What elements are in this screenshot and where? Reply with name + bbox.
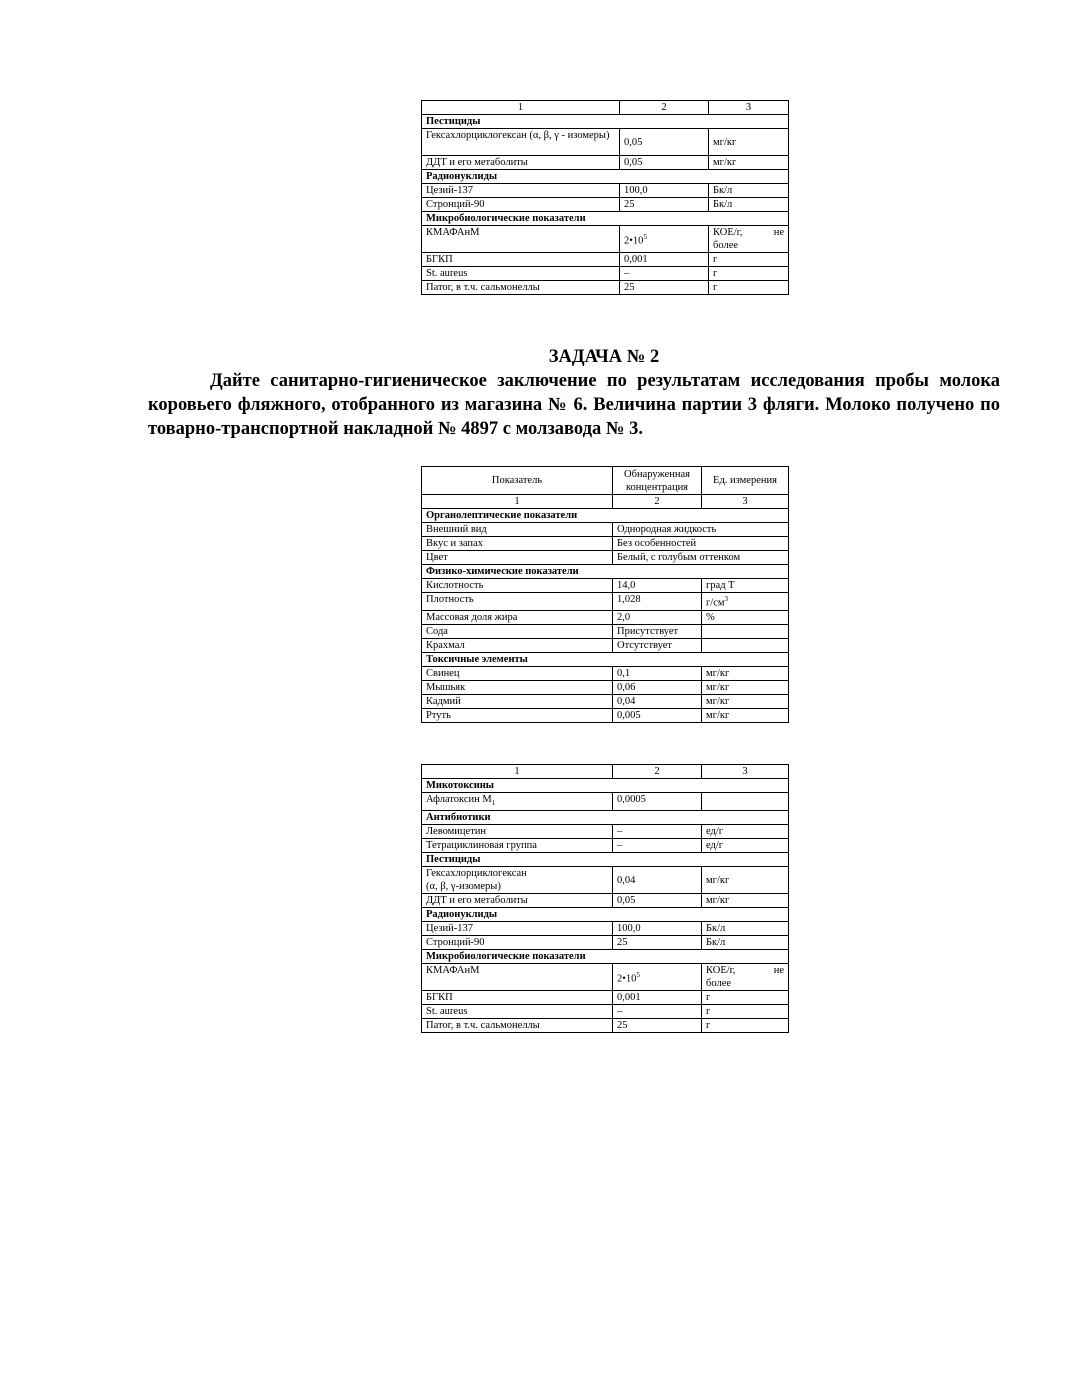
table-row [422, 708, 789, 722]
indicator-value: 0,04 [613, 867, 702, 894]
indicator-unit: г [709, 253, 789, 267]
section-row [422, 509, 789, 523]
indicator-value: $2•10^5$ [620, 226, 709, 253]
indicator-unit: г [702, 991, 789, 1005]
table-header-row [422, 495, 789, 509]
column-number: 2 [613, 495, 702, 509]
indicator-unit: КОЕ/г, не более [709, 226, 789, 253]
column-header-indicator: Показатель [422, 467, 613, 495]
column-number: 3 [702, 765, 789, 779]
indicator-unit: Бк/л [709, 184, 789, 198]
table-row [422, 922, 789, 936]
indicator-value: 25 [613, 936, 702, 950]
indicator-name: Крахмал [422, 638, 613, 652]
indicator-name: КМАФАнМ [422, 226, 620, 253]
table-row [422, 936, 789, 950]
indicator-unit: г [709, 267, 789, 281]
indicator-name: Ртуть [422, 708, 613, 722]
indicator-unit: КОЕ/г, не более [702, 964, 789, 991]
indicator-name: Цвет [422, 551, 613, 565]
indicator-name: Мышьяк [422, 680, 613, 694]
indicator-value: $2•10^5$ [613, 964, 702, 991]
table-row [422, 537, 789, 551]
indicator-unit: г [702, 1019, 789, 1033]
table-row [422, 694, 789, 708]
column-number: 3 [702, 495, 789, 509]
task-text: Дайте санитарно-гигиеническое заключение по результатам исследования пробы молока коровьего фляжного, отобранного из магазина № 6. Величина партии 3 фляги. Молоко получено по товарно-транспортной накладной № 4897 с молзавода № 3. [148, 371, 1000, 439]
indicator-unit: мг/кг [702, 680, 789, 694]
indicator-value: 0,005 [613, 708, 702, 722]
indicator-name: Внешний вид [422, 523, 613, 537]
table-row [422, 593, 789, 611]
indicator-name: Цезий-137 [422, 922, 613, 936]
indicator-name: Патог, в т.ч. сальмонеллы [422, 1019, 613, 1033]
indicator-name: КМАФАнМ [422, 964, 613, 991]
indicator-name: St. aureus [422, 267, 620, 281]
table-row [422, 839, 789, 853]
section-title: Микотоксины [422, 779, 789, 793]
section-row [422, 779, 789, 793]
indicator-name: Сода [422, 624, 613, 638]
column-number: 2 [620, 101, 709, 115]
table-column-header-row [422, 467, 789, 495]
table-row [422, 198, 789, 212]
indicator-value: 25 [620, 281, 709, 295]
indicator-unit: ед/г [702, 839, 789, 853]
indicator-value: 0,001 [620, 253, 709, 267]
table-header-row [422, 765, 789, 779]
indicator-value: 14,0 [613, 579, 702, 593]
indicator-value: – [613, 825, 702, 839]
indicator-value: 25 [620, 198, 709, 212]
indicator-value: 0,1 [613, 666, 702, 680]
task-block [148, 345, 1000, 441]
indicator-name: Левомицетин [422, 825, 613, 839]
indicator-value: – [613, 839, 702, 853]
indicator-name: Гексахлорциклогексан (α, β, γ - изомеры) [422, 129, 620, 156]
section-row [422, 853, 789, 867]
indicator-unit: Бк/л [702, 936, 789, 950]
indicator-unit: г [709, 281, 789, 295]
indicator-value: 2,0 [613, 610, 702, 624]
section-row [422, 565, 789, 579]
table-row [422, 551, 789, 565]
indicator-name: Тетрациклиновая группа [422, 839, 613, 853]
indicator-value: – [613, 1005, 702, 1019]
indicator-unit: мг/кг [702, 894, 789, 908]
indicator-name: Кислотность [422, 579, 613, 593]
indicator-unit: мг/кг [702, 666, 789, 680]
table-milk-results-continued [421, 764, 789, 1033]
indicator-unit: мг/кг [702, 708, 789, 722]
section-title: Микробиологические показатели [422, 212, 789, 226]
indicator-name: Свинец [422, 666, 613, 680]
section-title: Органолептические показатели [422, 509, 789, 523]
indicator-value: 100,0 [620, 184, 709, 198]
section-title: Антибиотики [422, 811, 789, 825]
indicator-name: Стронций-90 [422, 198, 620, 212]
indicator-value: 100,0 [613, 922, 702, 936]
indicator-name: БГКП [422, 991, 613, 1005]
indicator-name: ДДТ и его метаболиты [422, 156, 620, 170]
table-row [422, 793, 789, 811]
table-row [422, 226, 789, 253]
table-row [422, 253, 789, 267]
table-header-row [422, 101, 789, 115]
indicator-unit: % [702, 610, 789, 624]
section-row [422, 950, 789, 964]
indicator-value: 0,001 [613, 991, 702, 1005]
indicator-value: Без особенностей [613, 537, 789, 551]
indicator-value: Однородная жидкость [613, 523, 789, 537]
indicator-value: Белый, с голубым оттенком [613, 551, 789, 565]
indicator-unit: г [702, 1005, 789, 1019]
indicator-value: 0,04 [613, 694, 702, 708]
table-row [422, 894, 789, 908]
indicator-value: 0,0005 [613, 793, 702, 811]
table-row [422, 267, 789, 281]
section-row [422, 811, 789, 825]
indicator-unit: мг/кг [709, 129, 789, 156]
indicator-value: – [620, 267, 709, 281]
section-title: Микробиологические показатели [422, 950, 789, 964]
indicator-unit [702, 638, 789, 652]
table-row [422, 666, 789, 680]
table-row [422, 156, 789, 170]
indicator-unit [702, 793, 789, 811]
section-row [422, 170, 789, 184]
indicator-value: 0,05 [620, 156, 709, 170]
indicator-name: БГКП [422, 253, 620, 267]
column-number: 1 [422, 495, 613, 509]
indicator-name: Плотность [422, 593, 613, 611]
table-milk-results [421, 466, 789, 723]
indicator-unit: Бк/л [702, 922, 789, 936]
indicator-value: Присутствует [613, 624, 702, 638]
indicator-name: Массовая доля жира [422, 610, 613, 624]
table-row [422, 991, 789, 1005]
indicator-unit: мг/кг [709, 156, 789, 170]
indicator-name: Патог, в т.ч. сальмонеллы [422, 281, 620, 295]
indicator-unit [702, 624, 789, 638]
column-header-unit: Ед. измерения [702, 467, 789, 495]
section-row [422, 115, 789, 129]
indicator-value: 0,05 [613, 894, 702, 908]
column-number: 2 [613, 765, 702, 779]
indicator-name: ДДТ и его метаболиты [422, 894, 613, 908]
column-number: 3 [709, 101, 789, 115]
indicator-value: 0,05 [620, 129, 709, 156]
indicator-unit: град Т [702, 579, 789, 593]
indicator-value: 0,06 [613, 680, 702, 694]
table-row [422, 523, 789, 537]
indicator-value: 1,028 [613, 593, 702, 611]
table-row [422, 184, 789, 198]
indicator-unit: мг/кг [702, 867, 789, 894]
table-row [422, 825, 789, 839]
section-title: Радионуклиды [422, 170, 789, 184]
column-number: 1 [422, 765, 613, 779]
indicator-unit: Бк/л [709, 198, 789, 212]
column-header-concentration: Обнаруженная концентрация [613, 467, 702, 495]
table-row [422, 579, 789, 593]
table-row [422, 624, 789, 638]
indicator-name: Афлатоксин $М_1$ [422, 793, 613, 811]
table-row [422, 281, 789, 295]
table-row [422, 129, 789, 156]
indicator-name: Вкус и запах [422, 537, 613, 551]
indicator-name: St. aureus [422, 1005, 613, 1019]
section-row [422, 212, 789, 226]
section-title: Пестициды [422, 853, 789, 867]
indicator-unit: ед/г [702, 825, 789, 839]
table-row [422, 1019, 789, 1033]
table-row [422, 964, 789, 991]
indicator-name: Гексахлорциклогексан (α, β, γ-изомеры) [422, 867, 613, 894]
task-title: ЗАДАЧА № 2 [548, 347, 660, 367]
indicator-name: Стронций-90 [422, 936, 613, 950]
indicator-name: Кадмий [422, 694, 613, 708]
section-title: Токсичные элементы [422, 652, 789, 666]
section-row [422, 652, 789, 666]
table-row [422, 867, 789, 894]
indicator-unit: $г/см^3$ [702, 593, 789, 611]
section-title: Радионуклиды [422, 908, 789, 922]
section-title: Пестициды [422, 115, 789, 129]
indicator-value: 25 [613, 1019, 702, 1033]
table-row [422, 638, 789, 652]
table-row [422, 1005, 789, 1019]
indicator-unit: мг/кг [702, 694, 789, 708]
section-title: Физико-химические показатели [422, 565, 789, 579]
column-number: 1 [422, 101, 620, 115]
indicator-value: Отсутствует [613, 638, 702, 652]
section-row [422, 908, 789, 922]
indicator-name: Цезий-137 [422, 184, 620, 198]
table-row [422, 680, 789, 694]
table-pesticides-continued [421, 100, 789, 295]
table-row [422, 610, 789, 624]
